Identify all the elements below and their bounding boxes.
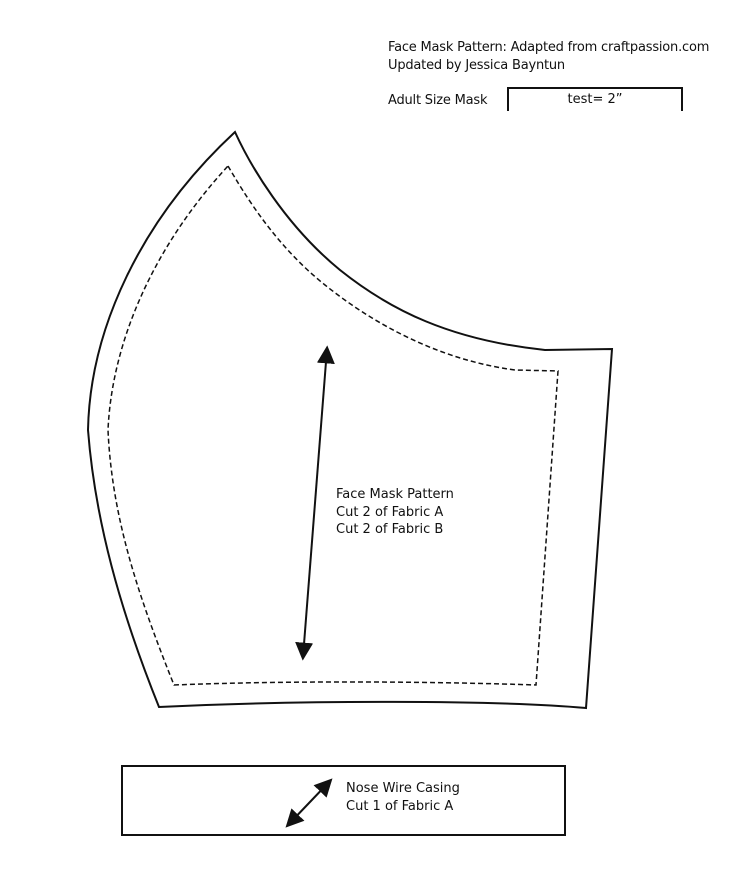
mask-size-label: Adult Size Mask	[388, 93, 488, 108]
grainline-arrow-icon	[303, 349, 327, 657]
nose-wire-casing-title: Nose Wire Casing	[346, 781, 460, 796]
mask-piece-cut-fabric-a: Cut 2 of Fabric A	[336, 505, 444, 520]
nose-wire-casing-cut: Cut 1 of Fabric A	[346, 799, 454, 814]
pattern-credit: Face Mask Pattern: Adapted from craftpassion.com	[388, 40, 710, 55]
pattern-updated-by: Updated by Jessica Bayntun	[388, 58, 565, 73]
test-square-label: test= 2”	[567, 92, 623, 107]
mask-piece-title: Face Mask Pattern	[336, 487, 454, 502]
mask-piece-cut-fabric-b: Cut 2 of Fabric B	[336, 522, 444, 537]
nose-wire-casing-piece	[121, 765, 566, 836]
mask-seam-line	[108, 166, 558, 685]
mask-outer-cut-line	[88, 132, 612, 708]
